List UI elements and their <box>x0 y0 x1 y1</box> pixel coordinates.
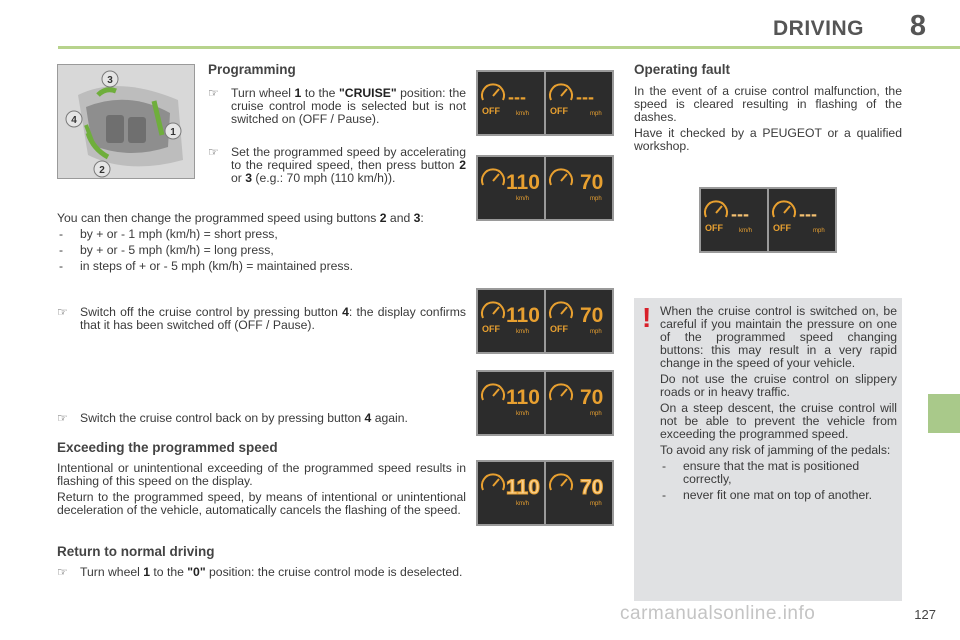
display-set-speed <box>476 155 614 221</box>
display-panel-mph <box>546 290 612 352</box>
off-label: OFF <box>773 223 791 233</box>
lever-label-3: 3 <box>107 75 113 86</box>
unit-label: mph <box>590 501 602 507</box>
display-panel-kmh <box>478 157 544 219</box>
cruise-control-lever-illustration <box>57 64 195 179</box>
pointing-hand-icon: ☞ <box>57 411 68 425</box>
display-panel-mph <box>546 462 612 524</box>
programmed-speed: 70 <box>580 304 604 327</box>
speedometer-icon <box>705 201 727 217</box>
unit-label: mph <box>590 196 602 202</box>
speedometer-icon <box>482 474 504 490</box>
display-panel-mph <box>546 372 612 434</box>
chapter-tab <box>928 394 960 433</box>
off-label: OFF <box>550 324 568 334</box>
speedometer-icon <box>773 201 795 217</box>
exceeding-heading: Exceeding the programmed speed <box>57 440 278 455</box>
display-switched-off <box>476 288 614 354</box>
off-label: OFF <box>550 106 568 116</box>
speed-change-short: - by + or - 1 mph (km/h) = short press, <box>59 227 278 241</box>
unit-label: mph <box>590 411 602 417</box>
speed-change-intro: You can then change the programmed speed using buttons 2 and 3: <box>57 211 424 225</box>
speed-dashes: --- <box>508 87 526 107</box>
speed-dashes-flashing: --- <box>799 204 817 224</box>
speedometer-icon <box>482 384 504 400</box>
display-panel-kmh <box>478 72 544 134</box>
unit-label: mph <box>590 329 602 335</box>
unit-label: km/h <box>739 228 753 234</box>
switch-off-step: ☞ Switch off the cruise control by pressing button 4: the display confirms that it has been switched off (OFF / Pause). <box>57 305 466 332</box>
pointing-hand-icon: ☞ <box>57 305 68 319</box>
warning-item-2: - never fit one mat on top of another. <box>662 488 873 502</box>
lever-label-4: 4 <box>71 115 77 126</box>
display-switched-on <box>476 370 614 436</box>
programmed-speed: 110 <box>506 386 540 409</box>
programming-step-2: ☞ Set the programmed speed by accelerating to the required speed, then press button 2 or 3 (e.g.: 70 mph (110 km/h)). <box>208 145 466 185</box>
off-label: OFF <box>705 223 723 233</box>
unit-label: km/h <box>516 411 530 417</box>
page-number: 127 <box>914 607 936 622</box>
speedometer-icon <box>550 84 572 100</box>
unit-label: km/h <box>516 111 530 117</box>
warning-paragraph-4: To avoid any risk of jamming of the pedals: <box>660 443 891 457</box>
fault-paragraph-2: Have it checked by a PEUGEOT or a qualified workshop. <box>634 126 902 153</box>
pointing-hand-icon: ☞ <box>208 145 219 159</box>
warning-exclamation-icon: ! <box>642 302 652 333</box>
programmed-speed: 70 <box>580 386 604 409</box>
warning-text <box>660 305 897 502</box>
fault-section <box>634 62 902 153</box>
display-off-dashes <box>476 70 614 136</box>
warning-paragraph-2: Do not use the cruise control on slippery roads or in heavy traffic. <box>660 372 897 399</box>
speedometer-icon <box>482 84 504 100</box>
programmed-speed: 110 <box>506 476 540 499</box>
display-panel-kmh <box>701 189 767 251</box>
chapter-number: 8 <box>909 10 926 42</box>
pointing-hand-icon: ☞ <box>57 565 68 579</box>
warning-item-1: - ensure that the mat is positioned correctly, <box>662 459 860 486</box>
fault-paragraph-1: In the event of a cruise control malfunction, the speed is cleared resulting in flashing of the dashes. <box>634 84 902 124</box>
unit-label: km/h <box>516 501 530 507</box>
return-normal-step: ☞ Turn wheel 1 to the "0" position: the cruise control mode is deselected. <box>57 565 463 579</box>
programmed-speed: 70 <box>580 171 604 194</box>
programming-section <box>208 62 466 185</box>
speedometer-icon <box>482 169 504 185</box>
programming-step-1: ☞ Turn wheel 1 to the "CRUISE" position: the cruise control mode is selected but is not switched on (OFF / Pause). <box>208 86 467 126</box>
speedometer-icon <box>482 302 504 318</box>
display-exceeding <box>476 460 614 526</box>
pointing-hand-icon: ☞ <box>208 86 219 100</box>
speed-change-block <box>57 212 466 273</box>
display-panel-mph <box>546 72 612 134</box>
speedometer-icon <box>550 302 572 318</box>
speedometer-icon <box>550 169 572 185</box>
off-label: OFF <box>482 106 500 116</box>
speed-change-long: - by + or - 5 mph (km/h) = long press, <box>59 243 274 257</box>
speed-dashes-flashing: --- <box>731 204 749 224</box>
lever-label-2: 2 <box>99 165 105 176</box>
display-panel-mph <box>769 189 835 251</box>
warning-paragraph-1: When the cruise control is switched on, be careful if you maintain the pressure on one of the programmed speed changing buttons: this may result in a very rapid change in the speed of your vehicle. <box>660 304 897 370</box>
lever-label-1: 1 <box>170 127 176 138</box>
speedometer-icon <box>550 474 572 490</box>
speedometer-icon <box>550 384 572 400</box>
unit-label: mph <box>813 228 825 234</box>
page-title: DRIVING <box>772 17 864 40</box>
programmed-speed: 110 <box>506 304 540 327</box>
return-normal-heading: Return to normal driving <box>57 544 215 559</box>
display-panel-kmh <box>478 290 544 352</box>
exceeding-paragraph-1: Intentional or unintentional exceeding of the programmed speed results in flashing of this speed on the display. <box>57 461 466 488</box>
display-panel-kmh <box>478 462 544 524</box>
exceeding-paragraph-2: Return to the programmed speed, by means of intentional or unintentional deceleration of the vehicle, automatically cancels the flashing of the speed. <box>57 490 466 517</box>
programmed-speed: 70 <box>580 476 604 499</box>
unit-label: km/h <box>516 196 530 202</box>
switch-on-step: ☞ Switch the cruise control back on by pressing button 4 again. <box>57 411 408 425</box>
programmed-speed: 110 <box>506 171 540 194</box>
speed-dashes: --- <box>576 87 594 107</box>
warning-paragraph-3: On a steep descent, the cruise control will not be able to prevent the vehicle from exceeding the programmed speed. <box>660 401 897 441</box>
unit-label: km/h <box>516 329 530 335</box>
unit-label: mph <box>590 111 602 117</box>
display-fault <box>699 187 837 253</box>
return-normal-section <box>57 544 466 579</box>
exceeding-section <box>57 440 466 517</box>
display-panel-kmh <box>478 372 544 434</box>
watermark: carmanualsonline.info <box>620 603 816 624</box>
off-label: OFF <box>482 324 500 334</box>
header-rule <box>58 46 960 49</box>
speed-change-maintained: - in steps of + or - 5 mph (km/h) = maintained press. <box>59 259 353 273</box>
programming-heading: Programming <box>208 62 296 77</box>
fault-heading: Operating fault <box>634 62 731 77</box>
display-panel-mph <box>546 157 612 219</box>
